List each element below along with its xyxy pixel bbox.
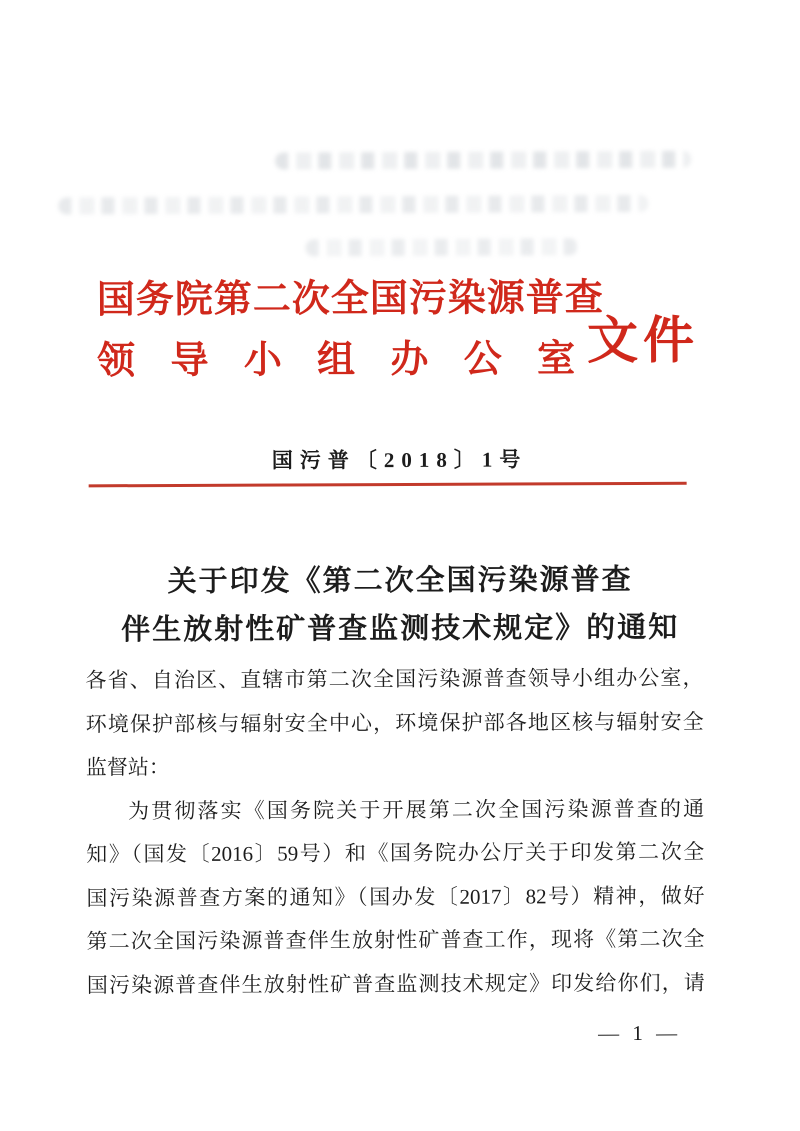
body-paragraph-line: 为贯彻落实《国务院关于开展第二次全国污染源普查的通 — [128, 796, 705, 823]
recipient-line: 环境保护部核与辐射安全中心，环境保护部各地区核与辐射安全 — [85, 709, 704, 736]
document-title-line2: 伴生放射性矿普查监测技术规定》的通知 — [121, 611, 680, 647]
recipient-line: 各省、自治区、直辖市第二次全国污染源普查领导小组办公室， — [85, 665, 704, 693]
red-divider-line — [89, 482, 687, 488]
body-paragraph-line: 第二次全国污染源普查伴生放射性矿普查工作，现将《第二次全 — [86, 926, 705, 954]
recipient-line: 监督站： — [85, 755, 170, 780]
document-body — [85, 657, 705, 1008]
body-paragraph-line: 国污染源普查方案的通知》（国办发〔2017〕82号）精神，做好 — [86, 883, 705, 910]
document-title-line1: 关于印发《第二次全国污染源普查 — [167, 563, 633, 599]
bleedthrough-smudge — [275, 151, 691, 170]
issuing-org-name — [96, 277, 604, 383]
body-paragraph-line: 国污染源普查伴生放射性矿普查监测技术规定》印发给你们，请 — [86, 970, 705, 997]
bleedthrough-smudge — [58, 195, 648, 215]
issuing-org-line1: 国务院第二次全国污染源普查 — [96, 277, 604, 322]
body-paragraph-line: 知》（国发〔2016〕59号）和《国务院办公厅关于印发第二次全 — [86, 839, 705, 867]
document-reference-number: 国污普〔2018〕1号 — [271, 447, 528, 473]
document-title — [0, 555, 800, 654]
page-number: — 1 — — [597, 1020, 682, 1046]
document-type-label: 文件 — [586, 313, 700, 370]
letterhead — [97, 278, 699, 382]
issuing-org-line2: 领导小组办公室 — [97, 338, 576, 383]
bleedthrough-smudge — [306, 238, 578, 256]
